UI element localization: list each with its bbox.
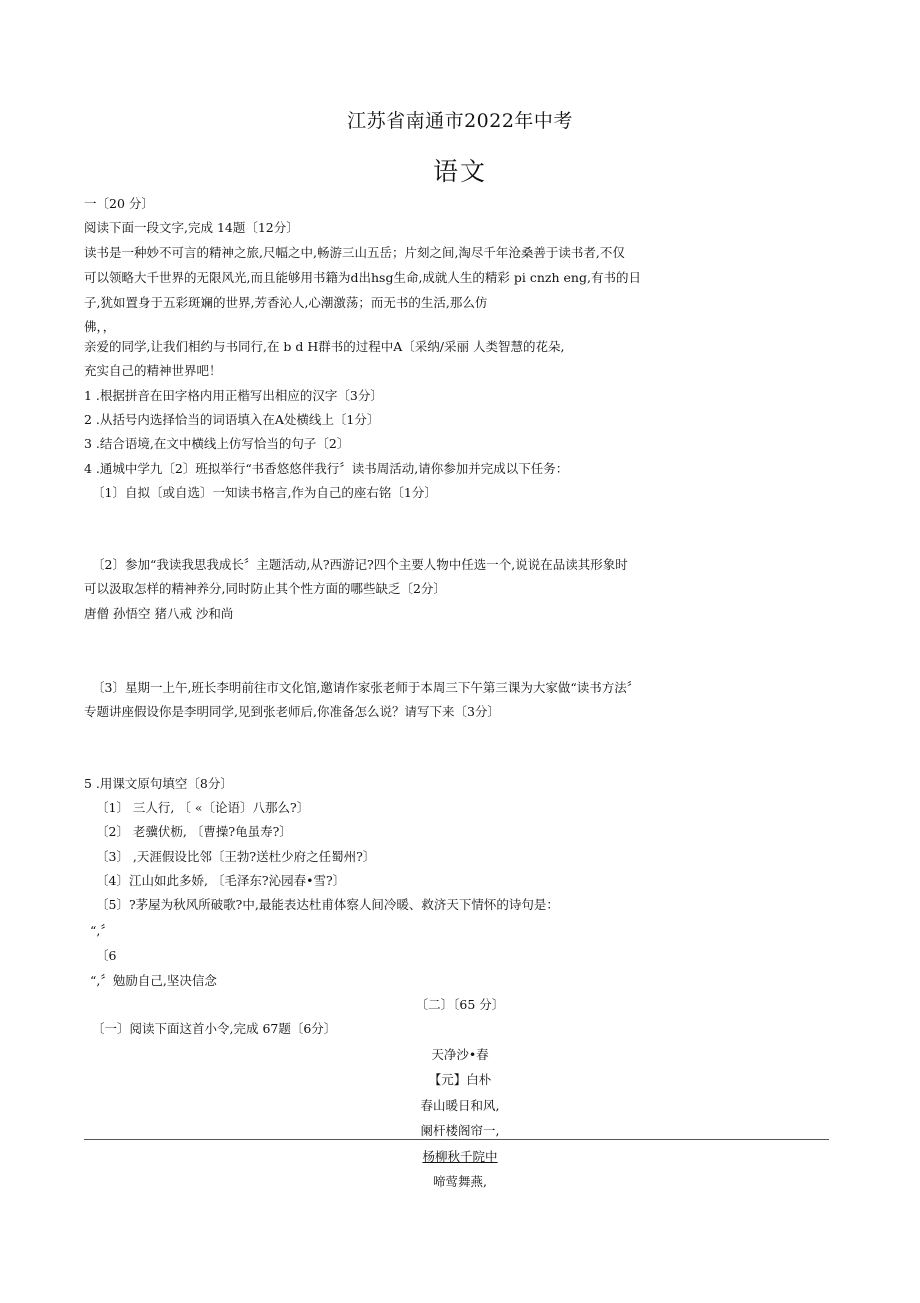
poem-line: 阑杆楼阁帘一, bbox=[420, 1123, 500, 1138]
fill-item: 〔5〕?茅屋为秋风所破歌?中,最能表达杜甫体察人间冷暖、救济天下情怀的诗句是： bbox=[96, 897, 559, 912]
fill-item: “,〞勉励自己,坚决信念 bbox=[90, 973, 217, 988]
question-1: 1 .根据拼音在田字格内用正楷写出相应的汉字〔3分〕 bbox=[84, 388, 383, 403]
question-3: 3 .结合语境,在文中横线上仿写恰当的句子〔2〕 bbox=[84, 436, 350, 451]
passage-line: 子,犹如置身于五彩斑斓的世界,芳香沁人,心潮激荡；而无书的生活,那么仿 bbox=[84, 295, 488, 310]
task-3-line: 专题讲座假设你是李明同学,见到张老师后,你准备怎么说？请写下来〔3分〕 bbox=[84, 704, 500, 719]
subject-title: 语文 bbox=[432, 157, 487, 186]
page-divider bbox=[84, 1139, 829, 1140]
poem-instruction: 〔一〕阅读下面这首小令,完成 67题〔6分〕 bbox=[92, 1021, 337, 1036]
fill-item: 〔6 bbox=[96, 948, 117, 963]
fill-item: 〔3〕 ,天涯假设比邻〔王勃?送杜少府之任蜀州?〕 bbox=[96, 849, 376, 864]
character-list: 唐僧 孙悟空 猪八戒 沙和尚 bbox=[84, 606, 234, 621]
passage-line: 佛，， bbox=[84, 319, 116, 334]
reading-instruction: 阅读下面一段文字,完成 14题〔12分〕 bbox=[84, 220, 299, 235]
passage-line: 亲爱的同学,让我们相约与书同行,在 b d H群书的过程中A〔采纳/采丽 人类智慧的花朵, bbox=[84, 339, 565, 354]
passage-line: 可以领略大千世界的无限风光,而且能够用书籍为d出hsg生命,成就人生的精彩 pi cnzh eng,有书的日 bbox=[84, 270, 641, 285]
passage-line: 读书是一种妙不可言的精神之旅,尺幅之中,畅游三山五岳；片刻之间,淘尽千年沧桑善于读书者,不仅 bbox=[84, 245, 625, 260]
fill-item: 〔1〕 三人行, 〔 «〔论语〕八那么?〕 bbox=[96, 800, 310, 815]
poem-author: 【元】白朴 bbox=[428, 1072, 492, 1087]
task-3-line: 〔3〕星期一上午,班长李明前往市文化馆,邀请作家张老师于本周三下午第三课为大家做“读书方法〞 bbox=[92, 680, 640, 695]
section-two-heading: 〔二〕〔65 分〕 bbox=[415, 997, 505, 1012]
task-1: 〔1〕自拟〔或自选〕一知读书格言,作为自己的座右铭〔1分〕 bbox=[92, 485, 437, 500]
exam-title: 江苏省南通市2022年中考 bbox=[347, 110, 573, 132]
task-2-line: 〔2〕参加“我读我思我成长〞主题活动,从?西游记?四个主要人物中任选一个,说说在品读其形象时 bbox=[92, 557, 628, 572]
poem-line: 杨柳秋千院中 bbox=[422, 1149, 498, 1164]
question-2: 2 .从括号内选择恰当的词语填入在A处横线上〔1分〕 bbox=[84, 412, 380, 427]
question-5: 5 .用课文原句填空〔8分〕 bbox=[84, 776, 233, 791]
task-2-line: 可以汲取怎样的精神养分,同时防止其个性方面的哪些缺乏〔2分〕 bbox=[84, 581, 446, 596]
section-one-heading: 一〔20 分〕 bbox=[84, 196, 154, 211]
question-4: 4 .通城中学九〔2〕班拟举行“书香悠悠伴我行〞读书周活动,请你参加并完成以下任务： bbox=[84, 461, 569, 476]
poem-line: 春山暖日和风, bbox=[420, 1098, 500, 1113]
passage-line: 充实自己的精神世界吧！ bbox=[84, 363, 222, 378]
fill-item: “,〞 bbox=[90, 923, 113, 938]
poem-title: 天净沙•春 bbox=[431, 1047, 489, 1062]
fill-item: 〔2〕 老骥伏枥, 〔曹操?龟虽寿?〕 bbox=[96, 824, 292, 839]
poem-line: 啼莺舞燕, bbox=[433, 1174, 487, 1189]
fill-item: 〔4〕江山如此多娇, 〔毛泽东?沁园春•雪?〕 bbox=[96, 873, 346, 888]
